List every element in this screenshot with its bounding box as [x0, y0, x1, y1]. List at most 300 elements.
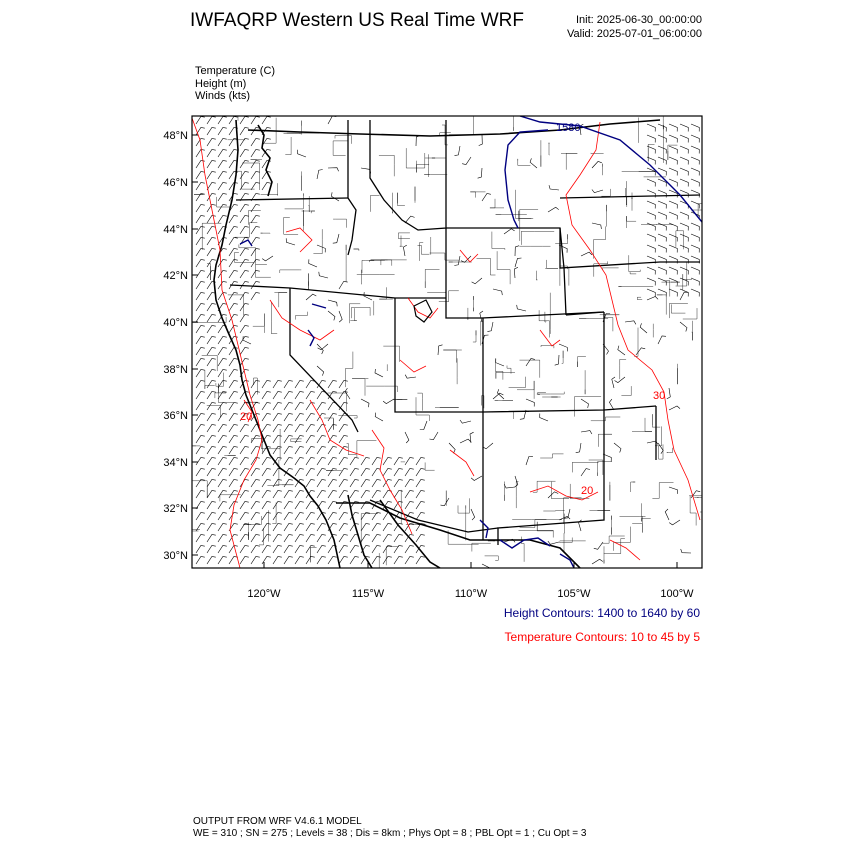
wind-barb: [306, 424, 315, 432]
county-line: [346, 352, 353, 388]
height-contour-legend: Height Contours: 1400 to 1640 by 60: [503, 606, 700, 620]
wind-barb: [383, 468, 392, 476]
wind-barb: [462, 157, 471, 165]
wind-barb: [361, 479, 370, 487]
lat-label: 42°N: [163, 270, 188, 282]
county-line: [497, 251, 510, 284]
wind-barb: [526, 399, 534, 407]
wind-barb: [350, 545, 359, 553]
wind-barb: [416, 534, 425, 542]
wind-barb: [636, 348, 645, 355]
wind-barb: [669, 146, 677, 154]
wind-barb: [218, 501, 227, 509]
wind-barb: [691, 267, 699, 275]
wind-barb: [438, 345, 443, 355]
wind-barb: [262, 424, 271, 432]
county-line: [637, 297, 642, 299]
longitude-axis: [247, 588, 694, 600]
wind-barb: [295, 556, 304, 564]
wind-barb: [229, 424, 238, 432]
wind-barb: [455, 146, 461, 156]
wind-barb: [504, 229, 515, 234]
wind-barb: [295, 424, 304, 432]
wind-barb: [691, 190, 699, 198]
wind-barb: [328, 468, 337, 476]
wind-barb: [262, 556, 271, 564]
wind-barb: [669, 124, 677, 132]
county-line: [369, 261, 374, 263]
county-line: [354, 249, 359, 251]
wind-barb: [328, 556, 337, 564]
wind-barb: [196, 380, 205, 388]
wind-barb: [470, 432, 474, 443]
wind-barb: [669, 135, 677, 143]
variable-winds: Winds (kts): [195, 90, 250, 102]
wind-barb: [207, 127, 216, 135]
wind-barb: [339, 490, 348, 498]
county-line: [521, 231, 554, 245]
wind-barb: [229, 292, 238, 300]
wind-barb: [361, 457, 370, 465]
wind-barb: [691, 289, 699, 297]
wind-barb: [372, 534, 381, 542]
wind-barb: [240, 303, 249, 311]
wind-barb: [328, 479, 337, 487]
wind-barb: [240, 160, 249, 168]
wind-barb: [196, 490, 205, 498]
wind-barb: [339, 435, 348, 443]
wind-barb: [229, 226, 238, 234]
wind-barb: [196, 358, 205, 366]
wind-barb: [218, 490, 227, 498]
wind-barb: [317, 556, 326, 564]
wind-barb: [350, 468, 359, 476]
map-frame: [192, 116, 702, 568]
county-line: [625, 188, 627, 207]
wind-barb: [196, 204, 205, 212]
lon-label: 115°W: [351, 588, 385, 600]
wind-barb: [460, 439, 471, 443]
wind-barb: [441, 498, 450, 506]
great-salt-lake: [414, 300, 432, 322]
wind-barb: [218, 391, 227, 399]
wind-barb: [339, 391, 348, 399]
wind-barb: [416, 136, 420, 146]
wind-barb: [240, 501, 249, 509]
county-line: [235, 252, 255, 262]
wind-barb: [240, 556, 249, 564]
wind-barb: [273, 391, 282, 399]
wind-barb: [218, 347, 227, 355]
wind-barb: [229, 435, 238, 443]
wind-barb: [680, 223, 688, 231]
county-line: [285, 193, 304, 209]
county-line: [310, 547, 316, 562]
county-line: [398, 233, 410, 239]
wind-barb: [207, 413, 216, 421]
county-line: [560, 541, 586, 542]
county-line: [540, 454, 563, 458]
wind-barb: [383, 534, 392, 542]
wind-barb: [295, 534, 304, 542]
wind-barb: [240, 534, 249, 542]
wind-barb: [251, 479, 260, 487]
wind-barb: [295, 468, 304, 476]
lat-label: 44°N: [163, 224, 188, 236]
county-line: [519, 211, 533, 221]
wind-barb: [691, 278, 699, 286]
county-line: [578, 357, 586, 367]
wind-barb: [691, 146, 699, 154]
wind-barb: [306, 523, 315, 531]
wind-barb: [229, 138, 238, 146]
county-line: [473, 330, 476, 342]
wind-barb: [251, 490, 260, 498]
wind-barb: [581, 469, 590, 476]
wind-barb: [240, 149, 249, 157]
wind-barb: [548, 207, 559, 212]
wind-barb: [240, 424, 249, 432]
wind-barb: [229, 512, 238, 520]
county-line: [242, 163, 259, 190]
county-line: [472, 543, 491, 551]
model-version: OUTPUT FROM WRF V4.6.1 MODEL: [193, 816, 362, 827]
county-line: [243, 516, 261, 525]
wind-barb: [515, 258, 522, 267]
county-line: [652, 483, 673, 499]
wind-barb: [361, 534, 370, 542]
wind-barb: [273, 534, 282, 542]
wind-barb: [405, 468, 414, 476]
county-line: [496, 371, 515, 379]
wind-barb: [405, 375, 416, 379]
wind-barb: [229, 149, 238, 157]
wind-barb: [306, 534, 315, 542]
wind-barb: [350, 556, 359, 564]
wind-barb: [339, 512, 348, 520]
wind-barb: [317, 479, 326, 487]
lat-label: 36°N: [163, 410, 188, 422]
wind-barb: [207, 138, 216, 146]
wind-barb: [328, 380, 337, 388]
lon-label: 120°W: [247, 588, 281, 600]
county-line: [631, 482, 636, 492]
wind-barb: [647, 267, 655, 275]
wind-barb: [665, 509, 669, 520]
wind-barb: [680, 292, 688, 300]
county-line: [333, 141, 348, 156]
county-line: [533, 481, 556, 492]
wind-barb: [680, 179, 688, 187]
county-line: [594, 226, 606, 258]
wind-barb: [298, 150, 306, 157]
county-line: [350, 308, 357, 321]
wind-barb: [416, 479, 425, 487]
lat-label: 30°N: [163, 550, 188, 562]
wind-barb: [240, 138, 249, 146]
wind-barb: [207, 369, 216, 377]
wind-barb: [328, 116, 336, 124]
wind-barb: [251, 501, 260, 509]
wind-barb: [262, 501, 271, 509]
wind-barb: [218, 127, 227, 135]
wind-barb: [229, 215, 238, 223]
county-line: [564, 498, 582, 524]
wind-barb: [273, 402, 282, 410]
wind-barb: [576, 443, 581, 453]
county-line: [477, 258, 496, 275]
wind-barb: [658, 157, 666, 165]
wind-barb: [262, 534, 271, 542]
county-line: [398, 193, 405, 206]
init-time: Init: 2025-06-30_00:00:00: [576, 14, 702, 26]
wind-barb: [339, 479, 348, 487]
wind-barb: [251, 512, 260, 520]
county-line: [284, 217, 298, 234]
wind-barb: [262, 391, 271, 399]
wind-barb: [640, 323, 647, 333]
wind-barb: [658, 201, 666, 209]
wind-barb: [667, 388, 671, 399]
wind-barb: [295, 457, 304, 465]
wind-barb: [207, 226, 216, 234]
wind-barb: [394, 479, 403, 487]
wind-barb: [383, 556, 392, 564]
wind-barb: [218, 358, 227, 366]
county-line: [632, 516, 642, 532]
wind-barb: [273, 424, 282, 432]
wind-barb: [339, 556, 348, 564]
wind-barb: [229, 490, 238, 498]
wind-barb: [240, 270, 249, 278]
wind-barb: [207, 512, 216, 520]
wind-barb: [405, 479, 414, 487]
wind-barb: [669, 157, 677, 165]
wind-barb: [251, 204, 260, 212]
wind-barb: [482, 194, 491, 202]
wind-barb: [680, 245, 688, 253]
wind-barb: [207, 182, 216, 190]
wind-barb: [317, 523, 326, 531]
wind-barb: [647, 289, 655, 297]
wind-barb: [196, 292, 205, 300]
wind-barb: [196, 303, 205, 311]
wind-barb: [196, 424, 205, 432]
wind-barb: [207, 193, 216, 201]
wind-barb: [196, 270, 205, 278]
county-line: [559, 538, 572, 543]
wind-barb: [218, 336, 227, 344]
wind-barb: [306, 413, 315, 421]
county-line: [481, 321, 483, 346]
county-line: [417, 161, 430, 173]
wind-barb: [240, 248, 249, 256]
county-line: [313, 229, 322, 254]
temperature-contour-label: 20: [581, 485, 594, 497]
county-line: [520, 360, 540, 378]
wind-barb: [196, 182, 205, 190]
wind-barb: [515, 246, 519, 256]
wind-barb: [306, 501, 315, 509]
wind-barb: [328, 457, 337, 465]
wind-barb: [207, 545, 216, 553]
wind-barb: [328, 501, 337, 509]
wind-barb: [273, 446, 282, 454]
wind-barb: [669, 267, 677, 275]
wind-barb: [647, 245, 655, 253]
wind-barb: [218, 446, 227, 454]
wind-barb: [218, 182, 227, 190]
wind-barb: [317, 468, 326, 476]
county-line: [537, 522, 553, 531]
wind-barb: [218, 116, 227, 124]
wind-barb: [375, 413, 383, 421]
county-line: [361, 514, 378, 545]
wind-barb: [658, 212, 666, 220]
wind-barb: [592, 161, 602, 168]
wind-barb: [229, 380, 238, 388]
wind-barb: [328, 424, 337, 432]
wind-barb: [339, 534, 348, 542]
wind-barb: [647, 135, 655, 143]
wind-barb: [317, 245, 325, 252]
wind-barb: [350, 479, 359, 487]
wind-barb: [540, 414, 548, 422]
wind-barb: [317, 534, 326, 542]
wind-barb: [251, 468, 260, 476]
wind-barb: [306, 380, 315, 388]
wind-barb: [483, 443, 493, 449]
wind-barb: [196, 116, 205, 124]
county-line: [591, 417, 621, 421]
wind-barb: [218, 160, 227, 168]
county-line: [630, 272, 636, 274]
wind-barb: [240, 259, 249, 267]
county-line: [352, 379, 368, 396]
county-line: [417, 393, 422, 411]
county-line: [370, 196, 379, 212]
county-line: [430, 253, 460, 260]
wind-barb: [530, 158, 537, 168]
wind-barb: [372, 556, 381, 564]
wind-barb: [286, 238, 295, 245]
wind-barb: [284, 512, 293, 520]
variable-temperature: Temperature (C): [195, 65, 276, 77]
wind-barb: [251, 149, 260, 157]
wind-barb: [383, 457, 392, 465]
wind-barb: [479, 135, 483, 146]
wind-barb: [383, 523, 392, 531]
lat-label: 34°N: [163, 457, 188, 469]
wind-barb: [229, 556, 238, 564]
wind-barb: [405, 457, 414, 465]
wind-barb: [658, 278, 666, 286]
wind-barb: [306, 468, 315, 476]
county-line: [379, 553, 398, 579]
wind-barb: [251, 545, 260, 553]
wind-barb: [405, 556, 414, 564]
wind-barb: [207, 523, 216, 531]
wind-barb: [251, 292, 260, 300]
wind-barb: [251, 226, 260, 234]
wind-barb: [680, 234, 688, 242]
wind-barb: [394, 490, 403, 498]
wind-barb: [372, 523, 381, 531]
wind-barb: [375, 369, 383, 377]
wind-barb: [284, 424, 293, 432]
wind-barb: [372, 468, 381, 476]
wind-barb: [218, 413, 227, 421]
wind-barb: [196, 336, 205, 344]
wind-barb: [295, 501, 304, 509]
wind-barb: [403, 245, 406, 256]
wind-barb: [306, 512, 315, 520]
county-line: [642, 503, 651, 521]
county-line: [490, 199, 504, 208]
county-line: [598, 434, 612, 447]
wind-barb: [218, 380, 227, 388]
wind-barb: [218, 523, 227, 531]
wind-barb: [196, 281, 205, 289]
wind-barb: [669, 212, 677, 220]
wind-barb: [196, 457, 205, 465]
wind-barb: [609, 399, 614, 410]
wind-barb: [262, 380, 271, 388]
wind-barb: [251, 215, 260, 223]
wind-barb: [691, 245, 699, 253]
county-line: [562, 351, 563, 364]
wind-barb: [306, 294, 316, 300]
wind-barb: [284, 457, 293, 465]
wind-barb: [612, 377, 615, 388]
county-line: [620, 359, 626, 379]
wind-barb: [691, 234, 699, 242]
wind-barb: [273, 545, 282, 553]
county-line: [379, 155, 394, 176]
county-line: [406, 148, 425, 168]
wind-barb: [504, 484, 515, 488]
wind-barb: [207, 468, 216, 476]
wind-barb: [680, 168, 688, 176]
wind-barb: [251, 237, 260, 245]
county-line: [296, 312, 308, 320]
wind-barb: [218, 512, 227, 520]
wind-barb: [196, 226, 205, 234]
wind-barb: [251, 534, 260, 542]
wind-barb: [229, 545, 238, 553]
wind-barb: [262, 545, 271, 553]
wind-barb: [658, 124, 666, 132]
wind-barb: [339, 424, 348, 432]
county-line: [470, 192, 485, 198]
wind-barb: [218, 171, 227, 179]
wind-barb: [306, 435, 315, 443]
county-line: [519, 530, 554, 537]
wind-barb: [218, 479, 227, 487]
wind-barb: [240, 127, 249, 135]
wind-barb: [284, 446, 293, 454]
wind-barb: [647, 278, 655, 286]
county-line: [561, 153, 577, 169]
wind-barb: [295, 413, 304, 421]
county-line: [667, 448, 673, 453]
wind-barb: [526, 359, 535, 367]
county-line: [537, 392, 564, 394]
county-line: [545, 312, 546, 322]
wind-barb: [196, 237, 205, 245]
wind-barb: [647, 223, 655, 231]
wind-barb: [394, 556, 403, 564]
